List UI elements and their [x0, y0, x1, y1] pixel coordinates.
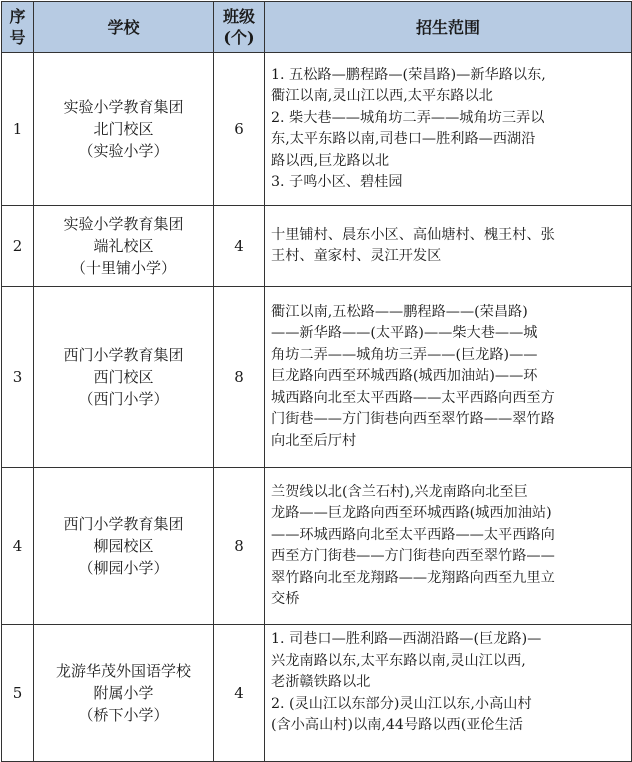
- row-index: 4: [2, 468, 34, 625]
- row-index: 1: [2, 53, 34, 206]
- header-index: 序 号: [2, 2, 34, 53]
- class-count: 4: [214, 625, 265, 762]
- enrollment-table: [1, 1, 632, 762]
- enrollment-range: 1. 五松路—鹏程路—(荣昌路)—新华路以东, 衢江以南,灵山江以西,太平东路以北 2. 柴大巷——城角坊二弄——城角坊三弄以 东,太平东路以南,司巷口—胜利路—西湖沿 路以西,巨龙路以北 3. 子鸣小区、碧桂园: [265, 53, 632, 206]
- table-row: [2, 53, 632, 206]
- header-classes: 班级 (个): [214, 2, 265, 53]
- enrollment-range: 1. 司巷口—胜利路—西湖沿路—(巨龙路)— 兴龙南路以东,太平东路以南,灵山江以西, 老浙赣铁路以北 2. (灵山江以东部分)灵山江以东,小高山村 (含小高山村)以南,44号路以西(亚伦生活: [265, 625, 632, 762]
- enrollment-range: 衢江以南,五松路——鹏程路——(荣昌路) ——新华路——(太平路)——柴大巷——城 角坊二弄——城角坊三弄——(巨龙路)—— 巨龙路向西至环城西路(城西加油站)——环 城西路向北至太平西路——太平西路向西至方 门街巷——方门街巷向西至翠竹路——翠竹路 向北至后厅村: [265, 287, 632, 468]
- table-header-row: [2, 2, 632, 53]
- enrollment-range: 十里铺村、晨东小区、高仙塘村、槐王村、张 王村、童家村、灵江开发区: [265, 206, 632, 287]
- school-name: 西门小学教育集团 西门校区 （西门小学）: [34, 287, 214, 468]
- school-name: 实验小学教育集团 北门校区 （实验小学）: [34, 53, 214, 206]
- table-row: [2, 468, 632, 625]
- school-name: 实验小学教育集团 端礼校区 （十里铺小学）: [34, 206, 214, 287]
- row-index: 5: [2, 625, 34, 762]
- header-school: 学校: [34, 2, 214, 53]
- class-count: 8: [214, 468, 265, 625]
- enrollment-range: 兰贺线以北(含兰石村),兴龙南路向北至巨 龙路——巨龙路向西至环城西路(城西加油站) ——环城西路向北至太平西路——太平西路向 西至方门街巷——方门街巷向西至翠竹路—— 翠竹路向北至龙翔路——龙翔路向西至九里立 交桥: [265, 468, 632, 625]
- header-range: 招生范围: [265, 2, 632, 53]
- table-row: [2, 206, 632, 287]
- row-index: 2: [2, 206, 34, 287]
- school-name: 龙游华茂外国语学校 附属小学 （桥下小学）: [34, 625, 214, 762]
- table-row: [2, 625, 632, 762]
- class-count: 8: [214, 287, 265, 468]
- table-row: [2, 287, 632, 468]
- row-index: 3: [2, 287, 34, 468]
- class-count: 4: [214, 206, 265, 287]
- school-name: 西门小学教育集团 柳园校区 （柳园小学）: [34, 468, 214, 625]
- class-count: 6: [214, 53, 265, 206]
